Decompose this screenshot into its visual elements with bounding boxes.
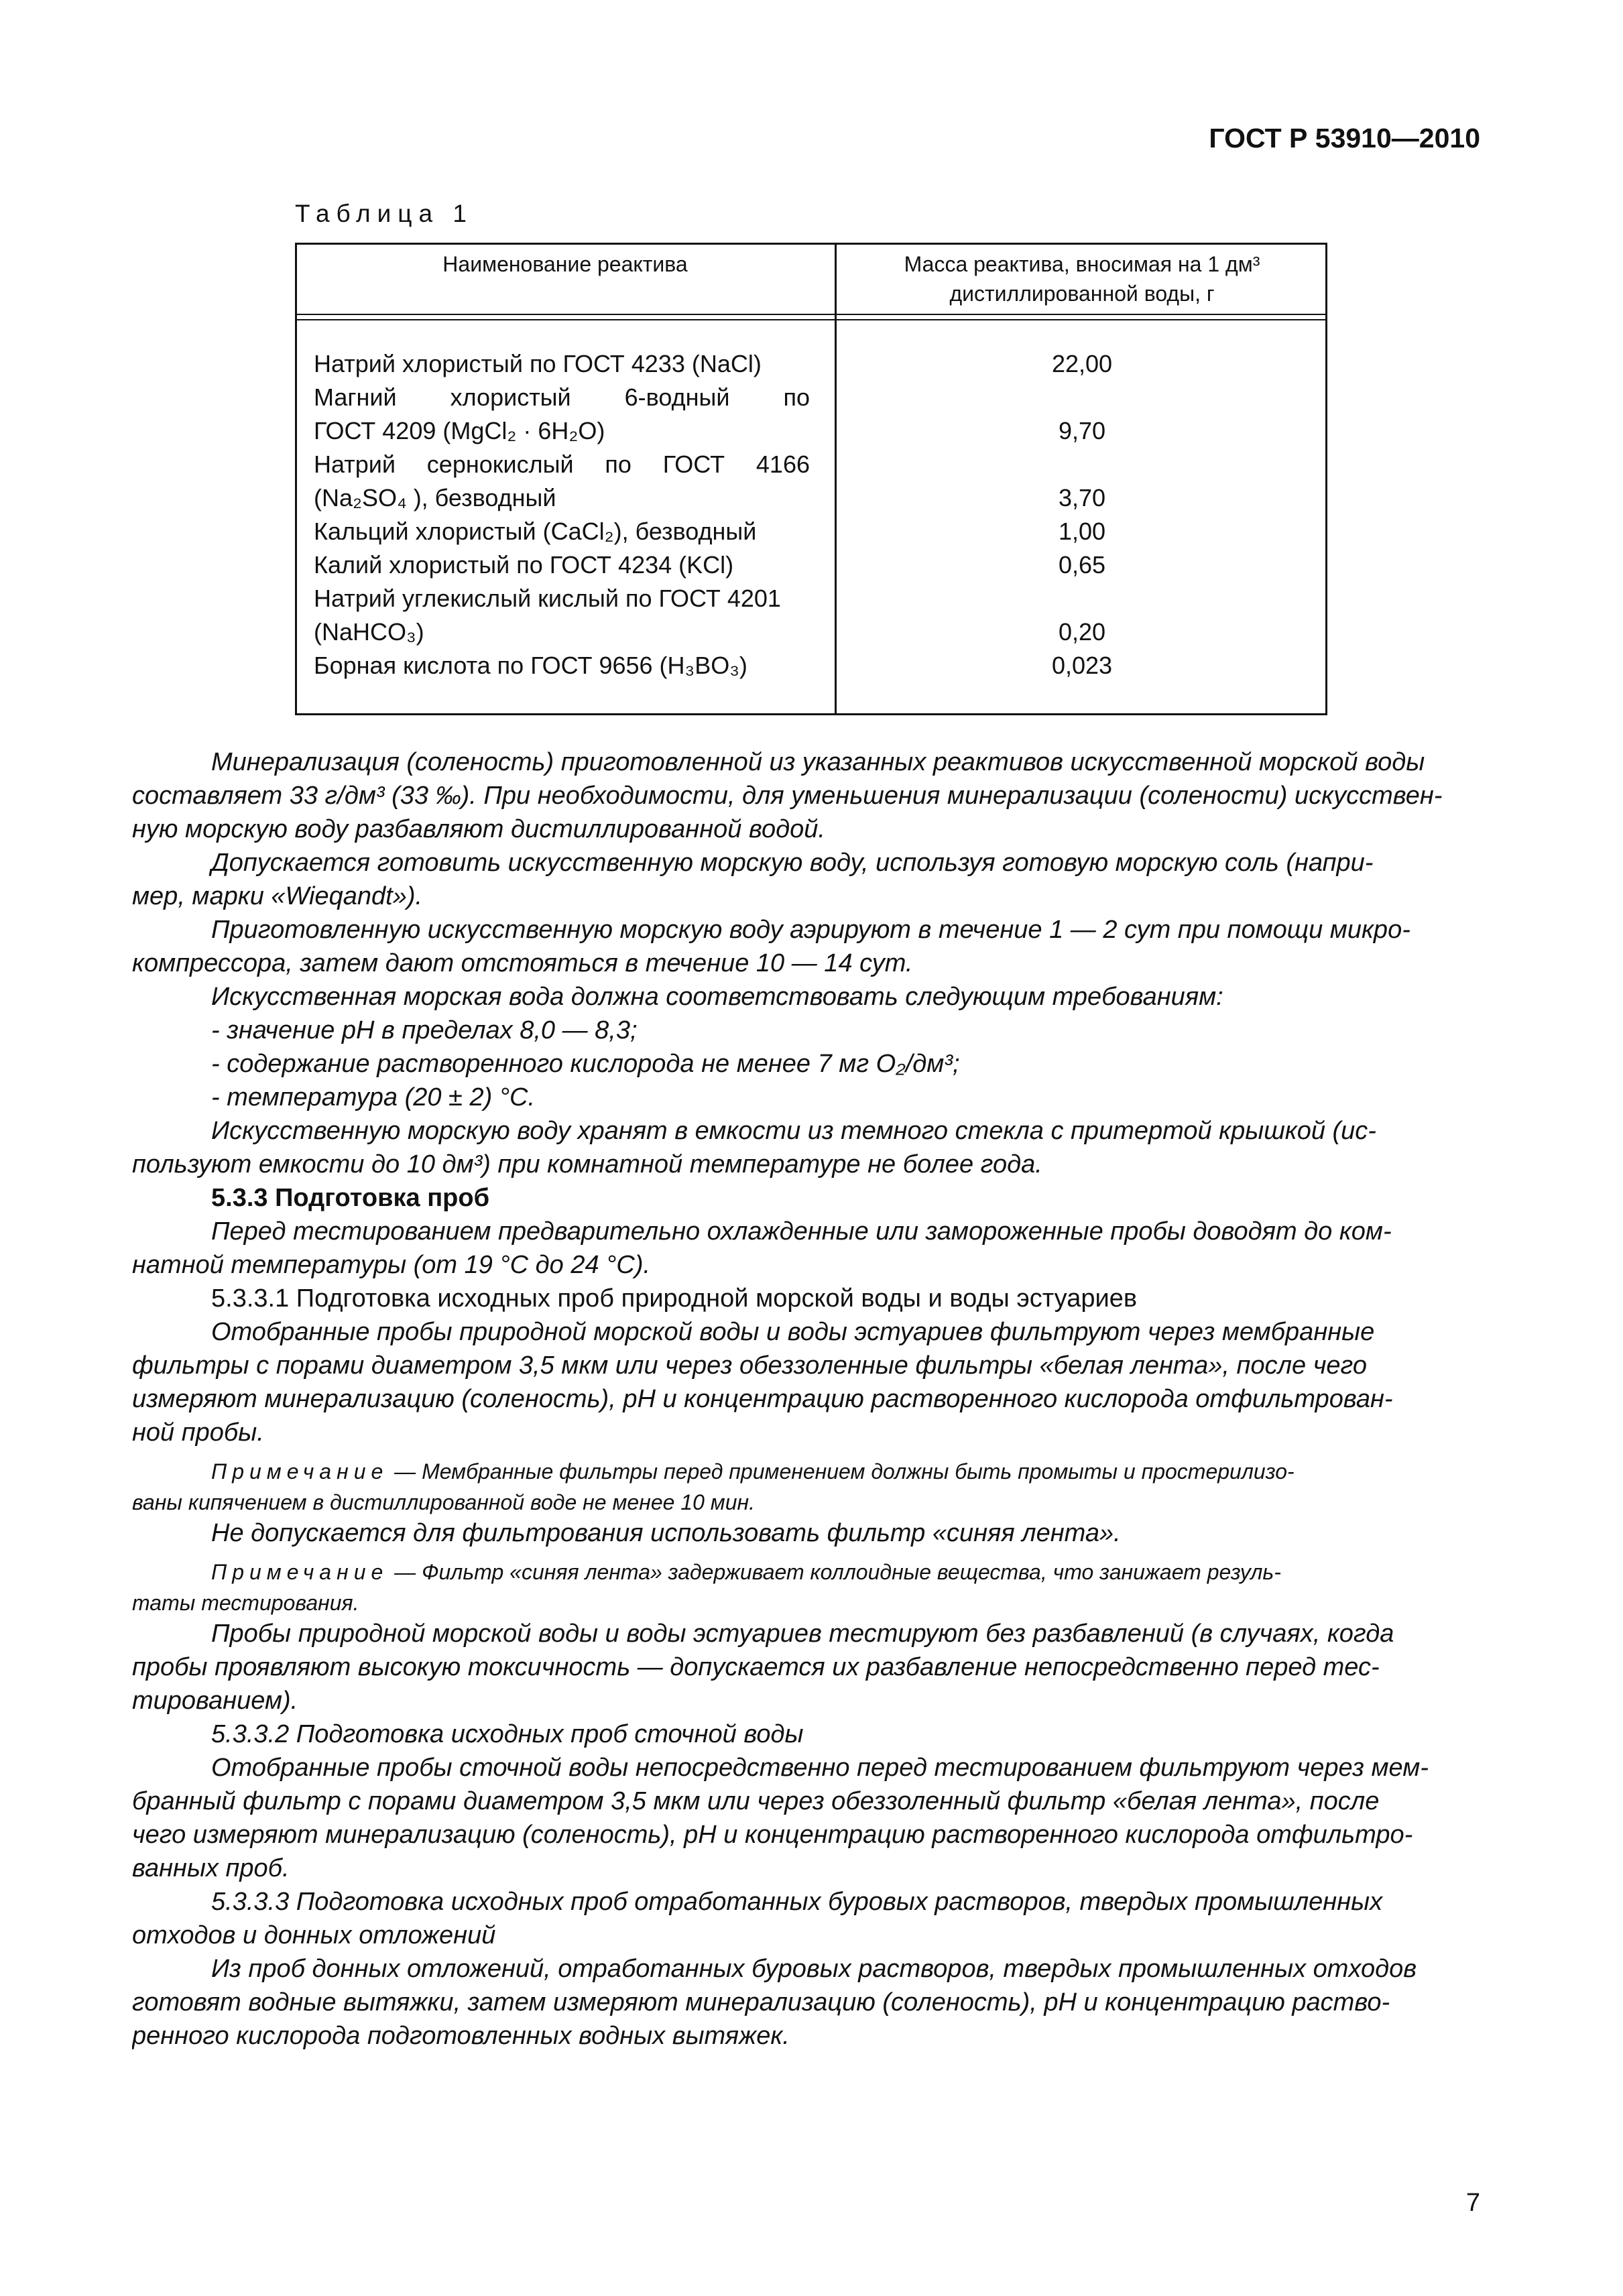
paragraph-line: измеряют минерализацию (соленость), pH и концентрацию растворенного кислорода отфильтрован- [132,1385,1393,1413]
paragraph-line: Отобранные пробы сточной воды непосредственно перед тестированием фильтруют через мем- [211,1754,1429,1782]
table-cell-value: 0,023 [1051,652,1113,679]
note-label: Примечание [211,1459,389,1484]
note-line [132,1456,1488,1487]
table-cell-value: 3,70 [1058,484,1106,511]
table-header-reagent-name: Наименование реактива [442,252,688,276]
paragraph-line: фильтры с порами диаметром 3,5 мкм или через обеззоленные фильтры «белая лента», после чего [132,1351,1367,1380]
paragraph-mineralization [132,745,1488,846]
table-caption: Таблица 1 [295,200,473,227]
table-cell-value: 1,00 [1058,518,1106,545]
table-cell-value: 9,70 [1058,417,1106,444]
paragraph-line: мер, марки «Wieqandt»). [132,882,423,910]
table-header-mass-line2: дистиллированной воды, г [949,282,1215,306]
table-cell-name: Кальций хлористый (CaCl₂), безводный [314,518,757,545]
table-cell-name: Натрий сернокислый по ГОСТ 4166 [314,450,810,478]
table-cell-name: Магний хлористый 6-водный по [314,383,810,411]
note-line: таты тестирования. [132,1591,359,1615]
paragraph-sea-salt [132,846,1488,913]
paragraph-line: Минерализация (соленость) приготовленной из указанных реактивов искусственной морской воды [211,748,1425,776]
paragraph-line: Пробы природной морской воды и воды эстуариев тестируют без разбавлений (в случаях, когда [211,1620,1394,1648]
table-cell-value: 0,20 [1058,618,1106,646]
requirement-ph: - значение pH в пределах 8,0 — 8,3; [211,1016,638,1044]
paragraph-line: ной пробы. [132,1418,264,1447]
paragraph-aeration [132,913,1488,980]
paragraph-line: пробы проявляют высокую токсичность — допускается их разбавление непосредственно перед тес- [132,1653,1380,1681]
paragraph-line: составляет 33 г/дм³ (33 ‰). При необходимости, для уменьшения минерализации (солености) искусствен- [132,782,1443,810]
paragraph-line: 5.3.3.1 Подготовка исходных проб природной морской воды и воды эстуариев [211,1284,1138,1313]
table-cell-name-cont: ГОСТ 4209 (MgCl₂ · 6H₂O) [314,417,605,444]
paragraph-line: бранный фильтр с порами диаметром 3,5 мкм или через обеззоленный фильтр «белая лента», после [132,1787,1380,1815]
table-header-divider-2 [295,319,1327,320]
table-cell-name: Калий хлористый по ГОСТ 4234 (KCl) [314,551,734,579]
paragraph-line: Искусственная морская вода должна соответствовать следующим требованиям: [211,983,1223,1011]
subsection-heading-5-3-3-3 [132,1885,1488,1952]
note-line [132,1557,1488,1587]
paragraph-line: Допускается готовить искусственную морскую воду, используя готовую морскую соль (напри- [211,849,1374,877]
paragraph-line: компрессора, затем дают отстояться в течение 10 — 14 сут. [132,949,913,977]
note-blue-ribbon [132,1557,1488,1618]
paragraph-line: отходов и донных отложений [132,1921,496,1949]
table-cell-name: Борная кислота по ГОСТ 9656 (H₃BO₃) [314,652,747,679]
document-header-id: ГОСТ Р 53910—2010 [1209,123,1480,154]
note-label: Примечание [211,1560,389,1584]
paragraph-line: ренного кислорода подготовленных водных вытяжек. [132,2022,790,2050]
paragraph-line: пользуют емкости до 10 дм³) при комнатной температуре не более года. [132,1150,1042,1179]
table-cell-name-cont: (Na₂SO₄ ), безводный [314,484,556,511]
paragraph-line: Искусственную морскую воду хранят в емкости из темного стекла с притертой крышкой (ис- [211,1117,1376,1145]
table-cell-value: 0,65 [1058,551,1106,579]
note-text: — Мембранные фильтры перед применением должны быть промыты и простерилизо- [388,1459,1295,1484]
table-header-divider [295,314,1327,315]
requirement-temperature: - температура (20 ± 2) °С. [211,1083,536,1111]
requirement-oxygen: - содержание растворенного кислорода не менее 7 мг O₂/дм³; [211,1050,960,1078]
paragraph-line: Приготовленную искусственную морскую воду аэрируют в течение 1 — 2 сут при помощи микро- [211,916,1410,944]
subsection-heading-5-3-3-1 [132,1282,1488,1315]
paragraph-line: чего измеряют минерализацию (соленость), pH и концентрацию растворенного кислорода отфильтро- [132,1821,1413,1849]
paragraph-line: Перед тестированием предварительно охлажденные или замороженные пробы доводят до ком- [211,1217,1392,1246]
table-cell-name-cont: (NaHCO₃) [314,618,424,646]
table-header-mass-line1: Масса реактива, вносимая на 1 дм³ [904,252,1260,276]
paragraph-line: ванных проб. [132,1854,290,1882]
paragraph-line: Отобранные пробы природной морской воды и воды эстуариев фильтруют через мембранные [211,1318,1375,1346]
page-number: 7 [1465,2189,1480,2217]
paragraph-line: готовят водные вытяжки, затем измеряют минерализацию (соленость), pH и концентрацию раство- [132,1988,1390,2016]
paragraph-no-dilution [132,1617,1488,1717]
note-text: — Фильтр «синяя лента» задерживает коллоидные вещества, что занижает резуль- [388,1560,1281,1584]
paragraph-line: Из проб донных отложений, отработанных буровых растворов, твердых промышленных отходов [211,1955,1417,1983]
section-heading-5-3-3: 5.3.3 Подготовка проб [211,1184,490,1212]
paragraph-line: натной температуры (от 19 °С до 24 °С). [132,1251,651,1279]
paragraph-line: ную морскую воду разбавляют дистиллированной водой. [132,815,825,843]
paragraph-line: тированием). [132,1687,298,1715]
paragraph-filtration [132,1315,1488,1449]
table-cell-name: Натрий углекислый кислый по ГОСТ 4201 [314,585,781,612]
table-cell-value: 22,00 [1051,350,1113,377]
paragraph-line: 5.3.3.2 Подготовка исходных проб сточной воды [211,1720,804,1748]
note-line: ваны кипячением в дистиллированной воде не менее 10 мин. [132,1490,756,1514]
paragraph-temperature [132,1215,1488,1282]
table-header-reagent-mass [838,249,1326,308]
subsection-heading-5-3-3-2 [132,1717,1488,1751]
paragraph-blue-ribbon [132,1516,1488,1550]
paragraph-wastewater [132,1751,1488,1885]
table-cell-name: Натрий хлористый по ГОСТ 4233 (NaCl) [314,350,762,377]
paragraph-line: Не допускается для фильтрования использовать фильтр «синяя лента». [211,1519,1121,1547]
paragraph-storage [132,1114,1488,1181]
paragraph-line: 5.3.3.3 Подготовка исходных проб отработанных буровых растворов, твердых промышленных [211,1888,1383,1916]
paragraph-extracts [132,1952,1488,2053]
note-membrane-filters [132,1456,1488,1518]
paragraph-requirements [132,980,1488,1114]
